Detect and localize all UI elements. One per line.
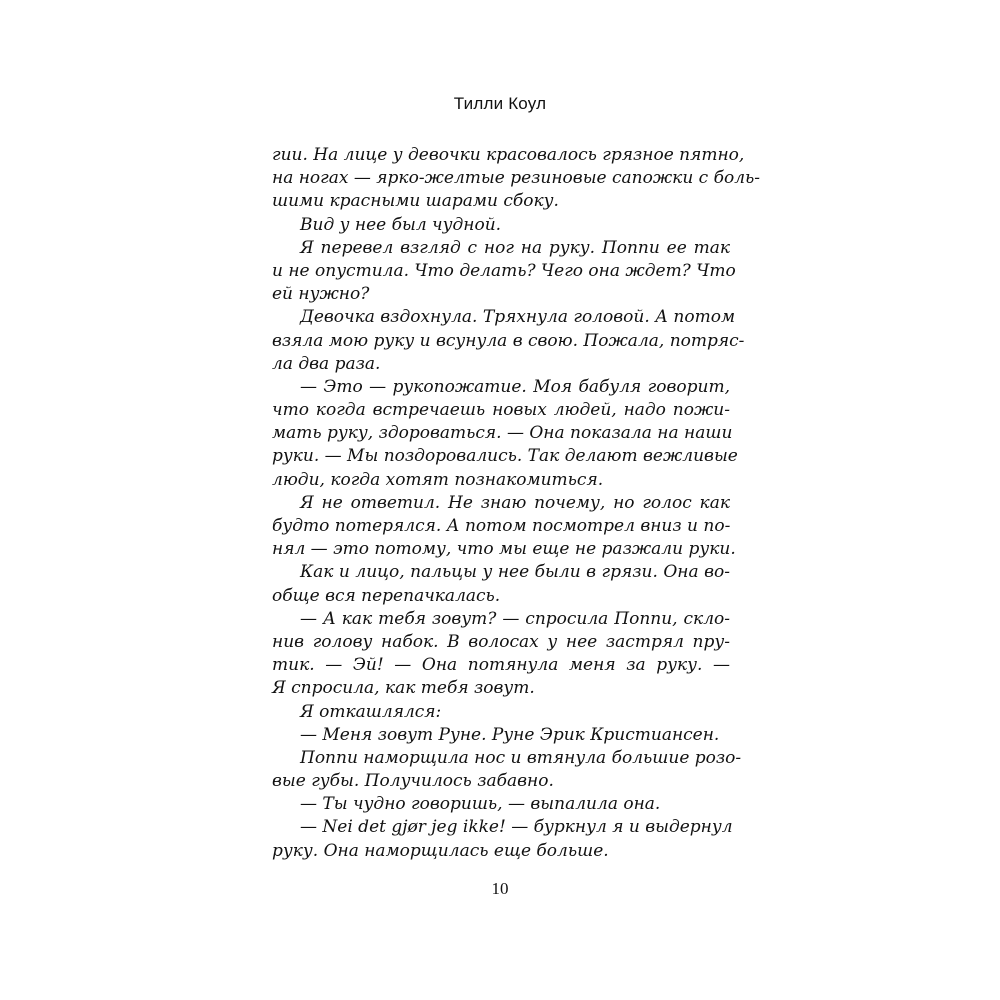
text-line: Как и лицо, пальцы у нее были в грязи. Она во- [300,562,730,583]
text-line: Я перевел взгляд с ног на руку. Поппи ее так [300,237,730,258]
text-line: шими красными шарами сбоку. [272,191,559,212]
text-line: что когда встречаешь новых людей, надо пожи- [272,400,730,421]
text-line: — Nei det gjør jeg ikke! — буркнул я и выдернул [300,817,733,838]
text-line: ей нужно? [272,284,370,305]
text-line: Вид у нее был чудной. [300,214,502,235]
text-line: гии. На лице у девочки красовалось грязное пятно, [272,145,745,165]
text-line: и не опустила. Что делать? Чего она ждет? Что [272,260,736,281]
text-line: — Меня зовут Руне. Руне Эрик Кристиансен. [300,724,720,745]
body-text [272,144,761,863]
page-number: 10 [491,879,509,898]
text-line: руки. — Мы поздоровались. Так делают вежливые [272,446,738,467]
text-line: Поппи наморщила нос и втянула большие розо- [300,747,742,768]
text-line: руку. Она наморщилась еще больше. [272,840,609,861]
text-line: люди, когда хотят познакомиться. [272,469,604,490]
text-line: будто потерялся. А потом посмотрел вниз и по- [272,516,731,536]
text-line: взяла мою руку и всунула в свою. Пожала, потряс- [272,330,745,351]
text-line: — А как тебя зовут? — спросила Поппи, скло- [300,608,730,629]
text-line: вые губы. Получилось забавно. [272,771,554,792]
text-line: Я откашлялся: [300,701,442,722]
text-line: Я не ответил. Не знаю почему, но голос как [300,492,730,513]
text-line: мать руку, здороваться. — Она показала на наши [272,423,733,444]
text-line: — Ты чудно говоришь, — выпалила она. [300,794,661,815]
text-line: ла два раза. [272,353,381,374]
text-line: нив голову набок. В волосах у нее застрял пру- [272,631,730,652]
text-line: — Это — рукопожатие. Моя бабуля говорит, [300,376,730,397]
text-line: Я спросила, как тебя зовут. [272,678,535,699]
text-line: обще вся перепачкалась. [272,585,501,606]
text-line: тик. — Эй! — Она потянула меня за руку. — [272,655,730,676]
text-line: нял — это потому, что мы еще не разжали руки. [272,539,736,560]
running-head: Тилли Коул [453,94,547,113]
text-line: на ногах — ярко-желтые резиновые сапожки с боль- [272,168,761,189]
text-line: Девочка вздохнула. Тряхнула головой. А потом [300,307,736,328]
